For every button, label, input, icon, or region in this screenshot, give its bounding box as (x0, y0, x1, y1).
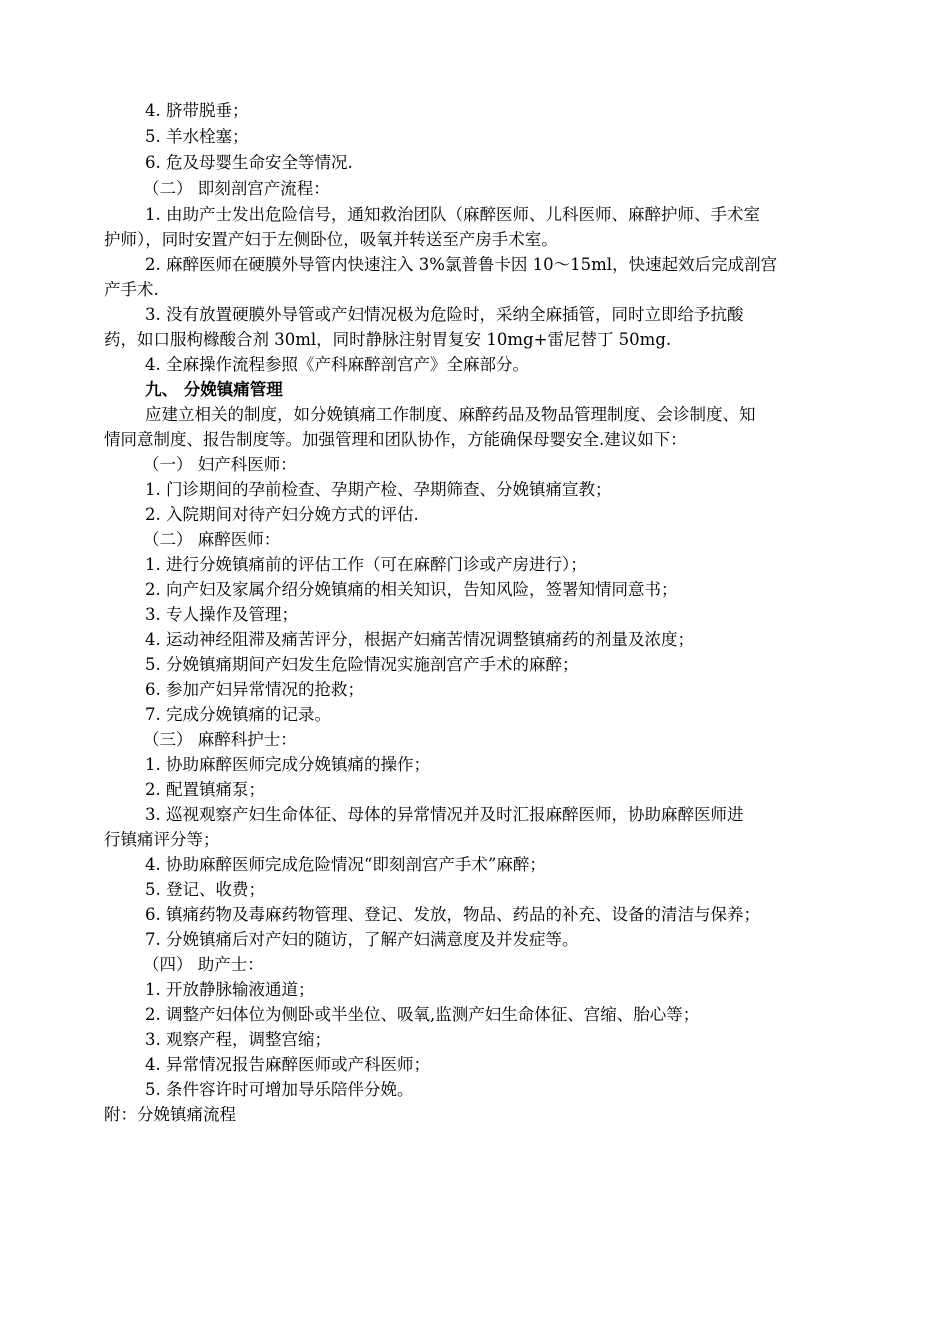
list-item: 1. 协助麻醉医师完成分娩镇痛的操作； (145, 755, 430, 774)
list-item: 3. 专人操作及管理； (145, 605, 298, 624)
paragraph-line: 行镇痛评分等； (104, 830, 220, 849)
list-item: 5. 登记、收费； (145, 880, 265, 899)
list-item: 7. 分娩镇痛后对产妇的随访，了解产妇满意度及并发症等。 (145, 930, 579, 949)
list-item: 3. 巡视观察产妇生命体征、母体的异常情况并及时汇报麻醉医师，协助麻醉医师进 (145, 805, 744, 824)
list-item: 1. 开放静脉输液通道； (145, 980, 315, 999)
chapter-heading: 九、 分娩镇痛管理 (145, 380, 283, 399)
list-item: 2. 调整产妇体位为侧卧或半坐位、吸氧,监测产妇生命体征、宫缩、胎心等； (145, 1005, 700, 1024)
list-item: 2. 配置镇痛泵； (145, 780, 265, 799)
paragraph-line: 应建立相关的制度，如分娩镇痛工作制度、麻醉药品及物品管理制度、会诊制度、知 (145, 405, 756, 424)
list-item: 5. 条件容许时可增加导乐陪伴分娩。 (145, 1080, 414, 1099)
list-item: 1. 进行分娩镇痛前的评估工作（可在麻醉门诊或产房进行）； (145, 555, 587, 574)
list-item: 1. 由助产士发出危险信号，通知救治团队（麻醉医师、儿科医师、麻醉护师、手术室 (145, 205, 760, 224)
list-item: 4. 协助麻醉医师完成危险情况“即刻剖宫产手术”麻醉； (145, 855, 546, 874)
list-item: 6. 参加产妇异常情况的抢救； (145, 680, 364, 699)
list-item: 2. 麻醉医师在硬膜外导管内快速注入 3%氯普鲁卡因 10～15ml，快速起效后完成剖宫 (145, 255, 778, 274)
list-item: 5. 分娩镇痛期间产妇发生危险情况实施剖宫产手术的麻醉； (145, 655, 579, 674)
section-heading: （一） 妇产科医师： (143, 455, 297, 474)
section-heading: （四） 助产士： (143, 955, 264, 974)
list-item: 6. 镇痛药物及毒麻药物管理、登记、发放，物品、药品的补充、设备的清洁与保养； (145, 905, 760, 924)
paragraph-line: 情同意制度、报告制度等。加强管理和团队协作，方能确保母婴安全.建议如下： (104, 430, 687, 449)
list-item: 7. 完成分娩镇痛的记录。 (145, 705, 331, 724)
list-item: 1. 门诊期间的孕前检查、孕期产检、孕期筛查、分娩镇痛宣教； (145, 480, 612, 499)
paragraph-line: 药，如口服枸橼酸合剂 30ml，同时静脉注射胃复安 10mg+雷尼替丁 50mg. (104, 330, 672, 349)
paragraph-line: 产手术. (104, 280, 159, 299)
paragraph-line: 护师），同时安置产妇于左侧卧位，吸氧并转送至产房手术室。 (104, 230, 558, 249)
list-item: 6. 危及母婴生命安全等情况. (145, 153, 353, 172)
section-heading: （二） 麻醉医师： (143, 530, 281, 549)
list-item: 4. 全麻操作流程参照《产科麻醉剖宫产》全麻部分。 (145, 355, 529, 374)
appendix-note: 附：分娩镇痛流程 (104, 1105, 236, 1124)
list-item: 5. 羊水栓塞； (145, 127, 249, 146)
list-item: 3. 没有放置硬膜外导管或产妇情况极为危险时，采纳全麻插管，同时立即给予抗酸 (145, 305, 744, 324)
list-item: 4. 运动神经阻滞及痛苦评分，根据产妇痛苦情况调整镇痛药的剂量及浓度； (145, 630, 694, 649)
section-heading: （三） 麻醉科护士： (143, 730, 297, 749)
list-item: 4. 异常情况报告麻醉医师或产科医师； (145, 1055, 430, 1074)
list-item: 2. 入院期间对待产妇分娩方式的评估. (145, 505, 419, 524)
list-item: 2. 向产妇及家属介绍分娩镇痛的相关知识，告知风险，签署知情同意书； (145, 580, 678, 599)
list-item: 4. 脐带脱垂； (145, 101, 249, 120)
list-item: 3. 观察产程，调整宫缩； (145, 1030, 331, 1049)
section-heading: （二） 即刻剖宫产流程： (143, 179, 330, 198)
